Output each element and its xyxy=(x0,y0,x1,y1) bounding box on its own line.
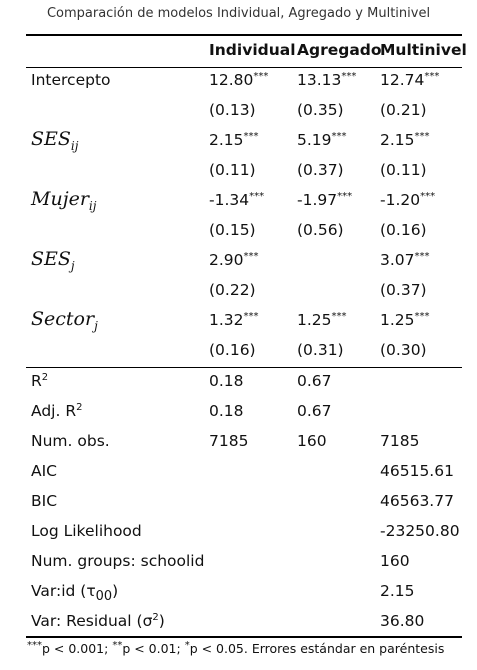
row-label: Sector$_j$ xyxy=(31,308,98,333)
table-cell: (0.30) xyxy=(380,341,427,359)
table-row xyxy=(0,458,477,488)
significance-stars: *** xyxy=(253,70,269,82)
table-cell: 7185 xyxy=(209,432,249,450)
row-label: Log Likelihood xyxy=(31,522,142,540)
significance-stars: *** xyxy=(341,70,357,82)
significance-stars: *** xyxy=(414,310,430,322)
table-row xyxy=(0,307,477,337)
table-cell: 46515.61 xyxy=(380,462,454,480)
significance-stars: *** xyxy=(420,190,436,202)
row-label: Num. groups: schoolid xyxy=(31,552,205,570)
table-cell: 7185 xyxy=(380,432,420,450)
row-label: BIC xyxy=(31,492,58,510)
table-row xyxy=(0,157,477,187)
col-header-individual: Individual xyxy=(209,41,296,59)
table-cell: (0.35) xyxy=(297,101,344,119)
table-row xyxy=(0,247,477,277)
row-label: Intercepto xyxy=(31,71,111,89)
significance-note: ***p < 0.001; **p < 0.01; *p < 0.05. Errores estándar en paréntesis xyxy=(27,639,445,656)
bottom-rule xyxy=(26,636,462,638)
row-label: $SES_j$ xyxy=(31,248,75,273)
significance-stars: *** xyxy=(331,310,347,322)
table-row xyxy=(0,368,477,398)
row-label: Num. obs. xyxy=(31,432,110,450)
table-cell: 1.32*** xyxy=(209,310,259,329)
table-row xyxy=(0,97,477,127)
table-cell: 0.67 xyxy=(297,372,332,390)
table-cell: (0.21) xyxy=(380,101,427,119)
row-label: Var: Residual $(\sigma^2)$ xyxy=(31,611,165,630)
table-cell: 46563.77 xyxy=(380,492,454,510)
table-cell: 12.80*** xyxy=(209,70,269,89)
row-label: AIC xyxy=(31,462,57,480)
mid-rule xyxy=(26,367,462,368)
significance-stars: *** xyxy=(424,70,440,82)
table-row xyxy=(0,217,477,247)
table-cell: (0.16) xyxy=(380,221,427,239)
row-label: $R^2$ xyxy=(31,371,49,390)
table-cell: (0.37) xyxy=(297,161,344,179)
table-row xyxy=(0,578,477,608)
table-cell: -1.34*** xyxy=(209,190,265,209)
significance-stars: *** xyxy=(243,130,259,142)
table-cell: -1.97*** xyxy=(297,190,353,209)
significance-stars: *** xyxy=(414,130,430,142)
table-cell: 160 xyxy=(380,552,410,570)
significance-stars: *** xyxy=(243,250,259,262)
table-cell: 1.25*** xyxy=(380,310,430,329)
significance-stars: *** xyxy=(414,250,430,262)
row-label: $SES_{ij}$ xyxy=(31,128,79,153)
table-cell: (0.16) xyxy=(209,341,256,359)
significance-stars: *** xyxy=(243,310,259,322)
table-cell: 0.67 xyxy=(297,402,332,420)
table-row xyxy=(0,127,477,157)
significance-stars: *** xyxy=(331,130,347,142)
table-row xyxy=(0,277,477,307)
table-cell: 0.18 xyxy=(209,372,244,390)
table-cell: (0.13) xyxy=(209,101,256,119)
table-row xyxy=(0,608,477,638)
table-cell: -23250.80 xyxy=(380,522,460,540)
table-row xyxy=(0,428,477,458)
table-cell: (0.31) xyxy=(297,341,344,359)
table-row xyxy=(0,67,477,97)
table-cell: 13.13*** xyxy=(297,70,357,89)
table-cell: (0.22) xyxy=(209,281,256,299)
table-cell: (0.15) xyxy=(209,221,256,239)
table-cell: 0.18 xyxy=(209,402,244,420)
table-row xyxy=(0,518,477,548)
table-cell: 5.19*** xyxy=(297,130,347,149)
table-cell: 2.90*** xyxy=(209,250,259,269)
table-cell: 2.15*** xyxy=(380,130,430,149)
table-row xyxy=(0,337,477,367)
table-cell: (0.11) xyxy=(209,161,256,179)
table-row xyxy=(0,398,477,428)
table-cell: 1.25*** xyxy=(297,310,347,329)
table-cell: (0.37) xyxy=(380,281,427,299)
row-label: Adj. $R^2$ xyxy=(31,401,83,420)
table-caption: Comparación de modelos Individual, Agregado y Multinivel xyxy=(46,6,431,21)
table-cell: -1.20*** xyxy=(380,190,436,209)
table-cell: 36.80 xyxy=(380,612,425,630)
table-cell: 160 xyxy=(297,432,327,450)
col-header-multinivel: Multinivel xyxy=(380,41,467,59)
table-row xyxy=(0,548,477,578)
row-label: Var:id $(\tau_{00})$ xyxy=(31,582,119,605)
table-cell: 2.15 xyxy=(380,582,415,600)
row-label: Mujer$_{ij}$ xyxy=(31,188,97,213)
table-cell: 3.07*** xyxy=(380,250,430,269)
table-cell: (0.11) xyxy=(380,161,427,179)
table-row xyxy=(0,187,477,217)
table-cell: 12.74*** xyxy=(380,70,440,89)
significance-stars: *** xyxy=(249,190,265,202)
table-cell: 2.15*** xyxy=(209,130,259,149)
table-cell: (0.56) xyxy=(297,221,344,239)
col-header-agregado: Agregado xyxy=(297,41,382,59)
top-rule xyxy=(26,34,462,36)
significance-stars: *** xyxy=(337,190,353,202)
table-row xyxy=(0,488,477,518)
